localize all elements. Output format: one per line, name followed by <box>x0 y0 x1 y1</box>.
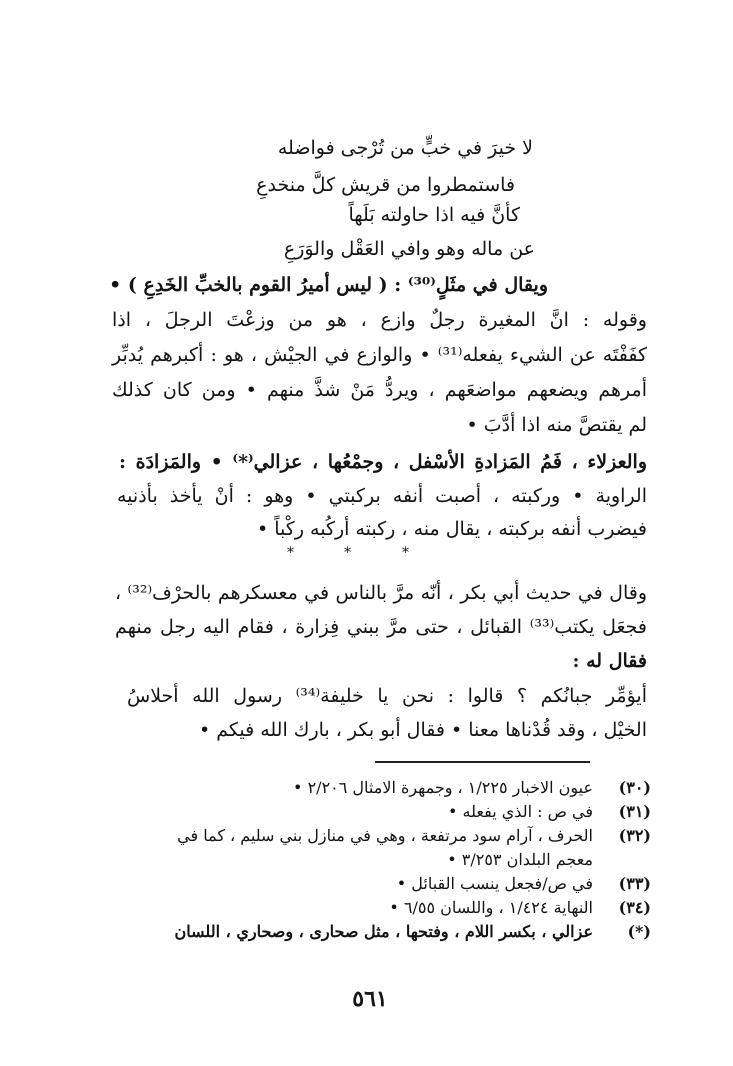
footnote-number: (٣٣) <box>618 874 651 893</box>
entry1-line-3: كفَفْتَه عن الشيء يفعله⁽³¹⁾ • والوازع في الجيْش ، هو : أكبرهم يُدبِّر <box>112 344 647 366</box>
entry1-line-2: وقوله : انَّ المغيرة رجلٌ وازع ، هو من وزعْتَ الرجلَ ، اذا <box>112 309 647 331</box>
footnote-number: (٣٢) <box>618 826 651 845</box>
footnote-text: النهاية ١/٤٢٤ ، واللسان ٦/٥٥ • <box>389 898 593 917</box>
footnote-34 <box>96 897 651 919</box>
footnote-30 <box>96 777 651 799</box>
proverb-line: ويقال في مثَلٍ⁽³⁰⁾ : ( ليس أميرُ القوم بالخبِّ الخَدِعِ ) • <box>109 274 548 296</box>
section-separator <box>0 538 733 568</box>
entry2-line-1: والعزلاء ، فَمُ المَزادةِ الأسْفل ، وجمْعُها ، عزالي⁽*⁾ • والمَزادَة : <box>119 451 647 473</box>
entry2-line-3: فيضرب أنفه بركبته ، يقال منه ، ركبته أركُبه ركْباً • <box>257 518 647 540</box>
footnote-text: في ص : الذي يفعله • <box>448 802 593 821</box>
footnote-number: (*) <box>627 922 651 941</box>
footnote-number: (٣١) <box>618 802 651 821</box>
entry1-line-4: أمرهم ويضعهم مواضعَهم ، ويردُّ مَنْ شذَّ منهم • ومن كان كذلك <box>112 379 647 401</box>
footnote-text: عيون الاخبار ١/٢٢٥ ، وجمهرة الامثال ٢/٢٠٦ • <box>293 778 593 797</box>
entry3-line-5: الخيْل ، وقد قُدْناها معنا • فقال أبو بكر ، بارك الله فيكم • <box>198 719 647 741</box>
footnote-divider <box>375 761 590 763</box>
entry1-line-5: لم يقتصَّ منه اذا أدَّبَ • <box>466 414 647 436</box>
poem-verse-1: لا خيرَ في خبٍّ من تُرْجى فواضله <box>277 137 533 159</box>
entry2-line-2: الراوية • وركبته ، أصبت أنفه بركبتي • وهو : أنْ يأخذ بأذنيه <box>117 485 647 507</box>
footnote-text: في ص/فجعل ينسب القبائل • <box>396 874 593 893</box>
separator-star: * <box>287 545 294 561</box>
poem-verse-2: فاستمطروا من قريش كلَّ منخدعِ <box>256 174 515 196</box>
entry3-line-1: وقال في حديث أبي بكر ، أنّه مرَّ بالناس في معسكرهم بالحرْف⁽³²⁾ ، <box>115 582 647 604</box>
poem-verse-4: عن ماله وهو وافي العَقْل والوَرَعِ <box>283 238 535 260</box>
footnote-31 <box>96 801 651 823</box>
entry3-line-2: فجعَل يكتب⁽³³⁾ القبائل ، حتى مرَّ ببني فِزارة ، فقام اليه رجل منهم <box>115 616 647 638</box>
footnote-star <box>96 921 651 943</box>
footnote-33 <box>96 873 651 895</box>
footnote-number: (٣٤) <box>618 898 651 917</box>
footnote-32 <box>96 825 651 847</box>
separator-star: * <box>402 545 409 561</box>
poem-verse-3: كأنَّ فيه اذا حاولته بَلَهاً <box>348 204 520 226</box>
separator-star: * <box>344 545 351 561</box>
page-number: ٥٦١ <box>352 986 388 1012</box>
footnote-number: (٣٠) <box>618 778 651 797</box>
entry3-line-4: أيؤمِّر جبانُكم ؟ قالوا : نحن يا خليفة⁽³⁴⁾ رسول الله أحلاسُ <box>127 685 647 707</box>
footnote-text: عزالي ، بكسر اللام ، وفتحها ، مثل صحارى ، وصحاري ، اللسان <box>174 922 593 941</box>
entry3-line-3: فقال له : <box>572 650 647 672</box>
footnote-text: الحرف ، آرام سود مرتفعة ، وهي في منازل بني سليم ، كما في <box>177 826 593 845</box>
footnote-32-continuation: معجم البلدان ٣/٢٥٣ • <box>447 850 593 869</box>
